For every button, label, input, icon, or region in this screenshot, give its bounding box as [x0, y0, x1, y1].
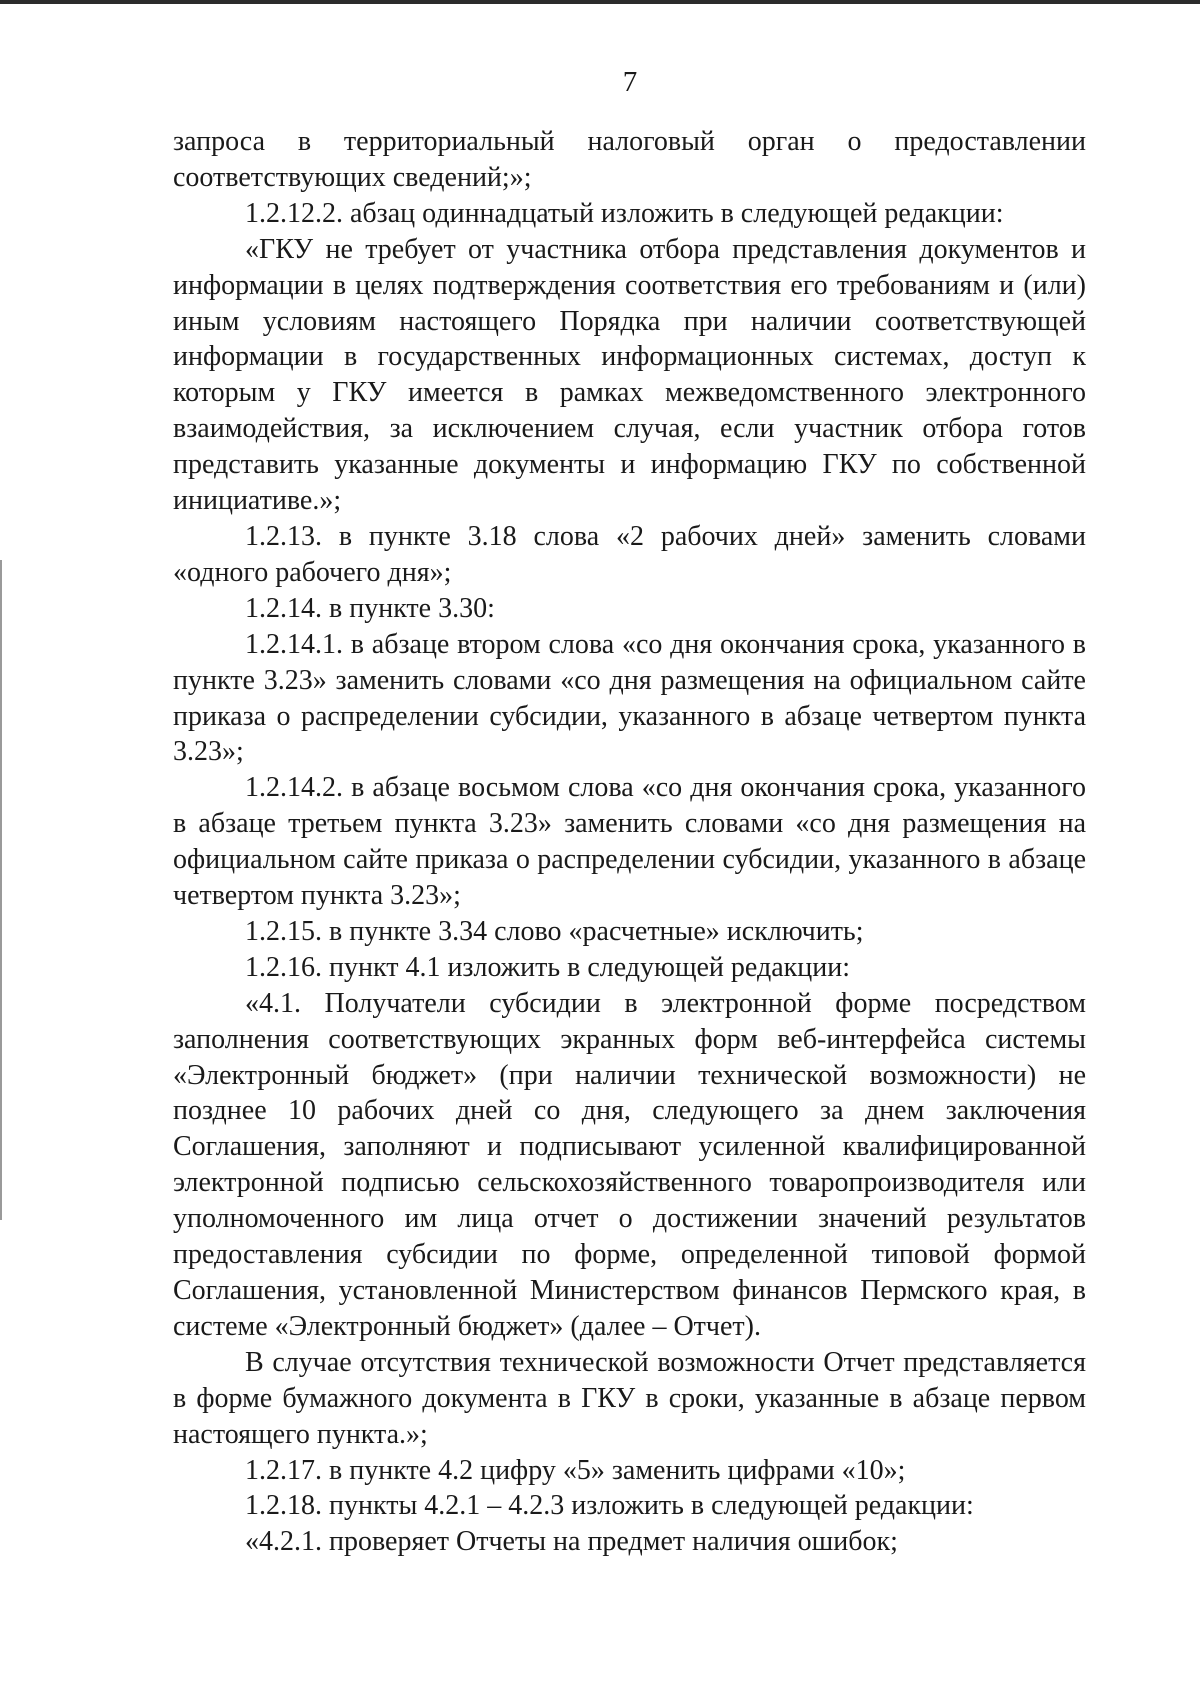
- paragraph: «4.2.1. проверяет Отчеты на предмет наличия ошибок;: [245, 1526, 898, 1558]
- paragraph: 1.2.17. в пункте 4.2 цифру «5» заменить цифрами «10»;: [245, 1454, 906, 1486]
- paragraph: «4.1. Получатели субсидии в электронной форме посредством заполнения соответствующих экранных форм веб-интерфейса системы «Электронный бюджет» (при наличии технической возможности) не позднее 10 рабочих дней со дня, следующего за днем заключения Соглашения, заполняют и подписывают усиленной квалифицированной электронной подписью сельскохозяйственного товаропроизводителя или уполномоченного им лица отчет о достижении значений результатов предоставления субсидии по форме, определенной типовой формой Соглашения, установленной Министерством финансов Пермского края, в системе «Электронный бюджет» (далее – Отчет).: [173, 987, 1086, 1342]
- paragraph: 1.2.18. пункты 4.2.1 – 4.2.3 изложить в следующей редакции:: [245, 1490, 974, 1522]
- paragraph: 1.2.12.2. абзац одиннадцатый изложить в следующей редакции:: [245, 197, 1004, 229]
- paragraph: запроса в территориальный налоговый орган о предоставлении соответствующих сведений;»;: [173, 126, 1086, 193]
- paragraph: 1.2.14. в пункте 3.30:: [245, 592, 495, 624]
- scan-top-edge: [0, 0, 1200, 4]
- scan-left-edge-mark: [0, 560, 2, 1220]
- paragraph: В случае отсутствия технической возможности Отчет представляется в форме бумажного документа в ГКУ в сроки, указанные в абзаце первом настоящего пункта.»;: [173, 1346, 1086, 1450]
- page-number: 7: [622, 66, 638, 98]
- paragraph: «ГКУ не требует от участника отбора представления документов и информации в целях подтверждения соответствия его требованиям и (или) иным условиям настоящего Порядка при наличии соответствующей информации в государственных информационных системах, доступ к которым у ГКУ имеется в рамках межведомственного электронного взаимодействия, за исключением случая, если участник отбора готов представить указанные документы и информацию ГКУ по собственной инициативе.»;: [173, 233, 1086, 517]
- paragraph: 1.2.15. в пункте 3.34 слово «расчетные» исключить;: [245, 915, 864, 947]
- paragraph: 1.2.13. в пункте 3.18 слова «2 рабочих дней» заменить словами «одного рабочего дня»;: [173, 520, 1086, 588]
- paragraph: 1.2.14.2. в абзаце восьмом слова «со дня окончания срока, указанного в абзаце третьем пункта 3.23» заменить словами «со дня размещения на официальном сайте приказа о распределении субсидии, указанного в абзаце четвертом пункта 3.23»;: [173, 772, 1086, 912]
- paragraph: 1.2.14.1. в абзаце втором слова «со дня окончания срока, указанного в пункте 3.23» заменить словами «со дня размещения на официальном сайте приказа о распределении субсидии, указанного в абзаце четвертом пункта 3.23»;: [173, 628, 1086, 768]
- paragraph: 1.2.16. пункт 4.1 изложить в следующей редакции:: [245, 951, 850, 983]
- document-body: [173, 124, 1086, 1560]
